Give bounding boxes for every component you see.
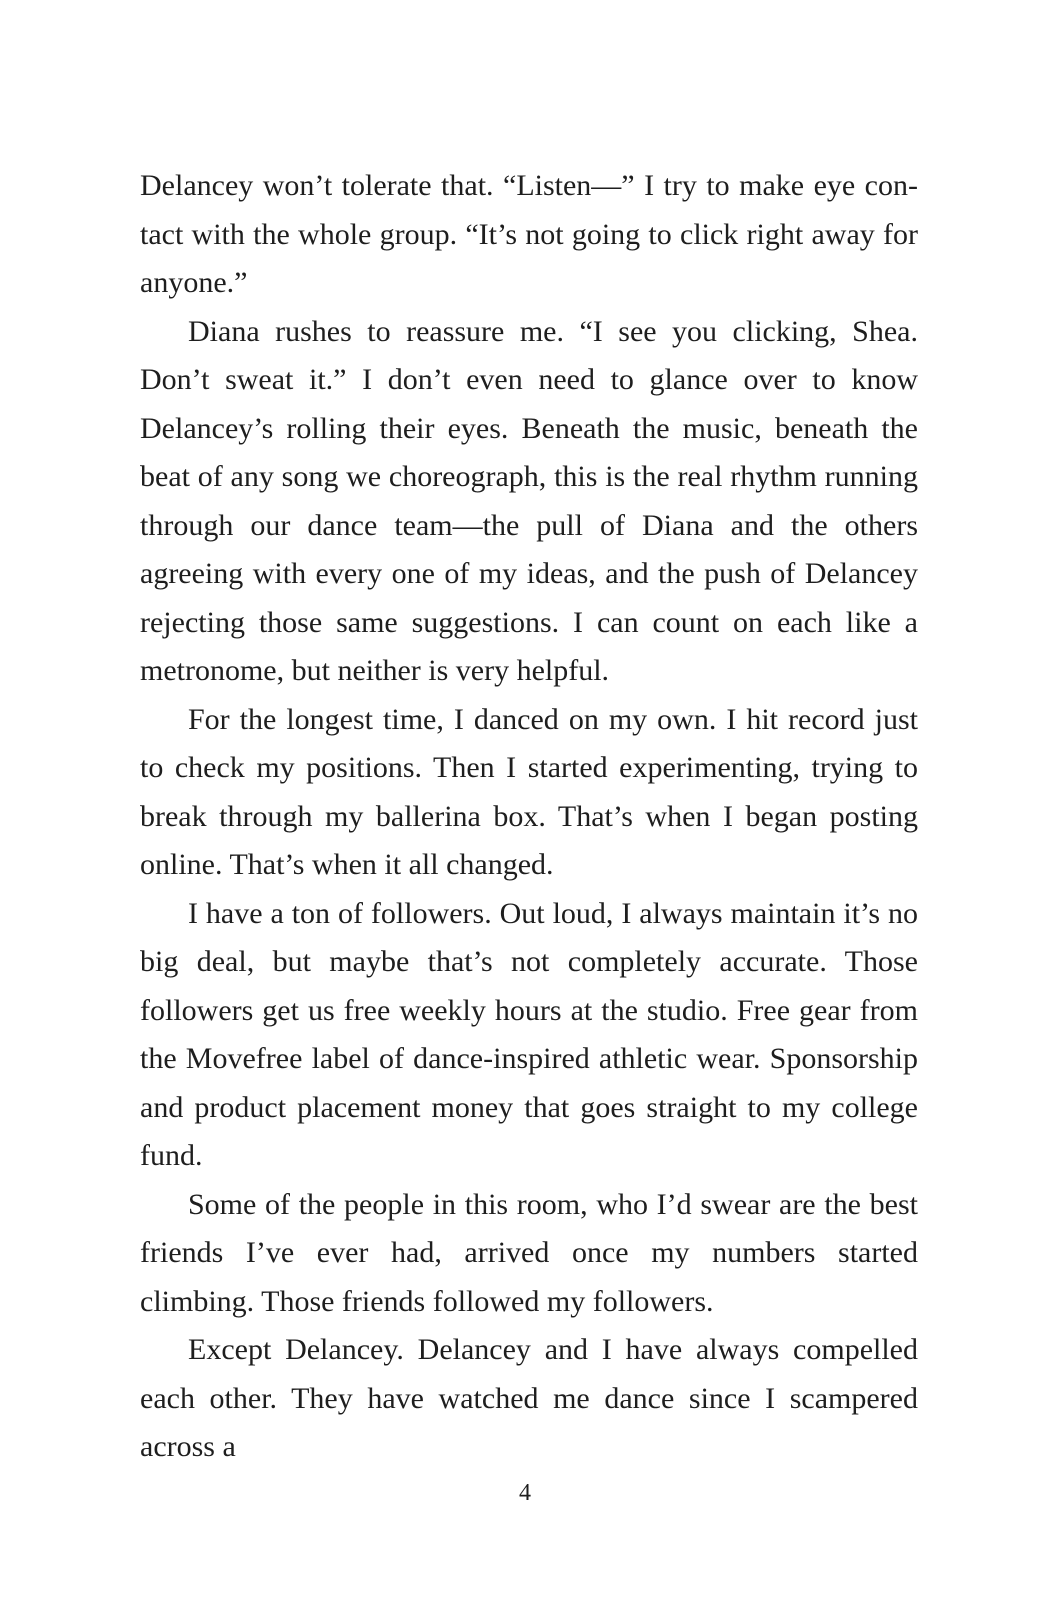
paragraph-1: Delancey won’t tolerate that. “Listen—” I try to make eye contact with the whole group. “It’s not going to click right away for anyone.”	[140, 169, 918, 299]
body-text	[140, 162, 918, 1472]
paragraph-4: I have a ton of followers. Out loud, I always maintain it’s no big deal, but maybe that’s not completely accurate. Those followers get us free weekly hours at the studio. Free gear from the Movefree label of dance-inspired athletic wear. Sponsorship and product placement money that goes straight to my college fund.	[140, 896, 918, 1172]
paragraph-6: Except Delancey. Delancey and I have always compelled each other. They have watched me dance since I scampered across a	[140, 1333, 918, 1463]
paragraph-2: Diana rushes to reassure me. “I see you clicking, Shea. Don’t sweat it.” I don’t even need to glance over to know Delancey’s rolling their eyes. Beneath the music, beneath the beat of any song we choreograph, this is the real rhythm running through our dance team—the pull of Diana and the others agreeing with every one of my ideas, and the push of Delancey rejecting those same suggestions. I can count on each like a metronome, but neither is very helpful.	[140, 314, 918, 687]
paragraph-5: Some of the people in this room, who I’d swear are the best friends I’ve ever had, arrived once my numbers started climbing. Those friends followed my followers.	[140, 1187, 918, 1318]
paragraph-3: For the longest time, I danced on my own. I hit record just to check my positions. Then I started experimenting, trying to break through my ballerina box. That’s when I began posting online. That’s when it all changed.	[140, 702, 918, 881]
page-number: 4	[519, 1480, 531, 1506]
